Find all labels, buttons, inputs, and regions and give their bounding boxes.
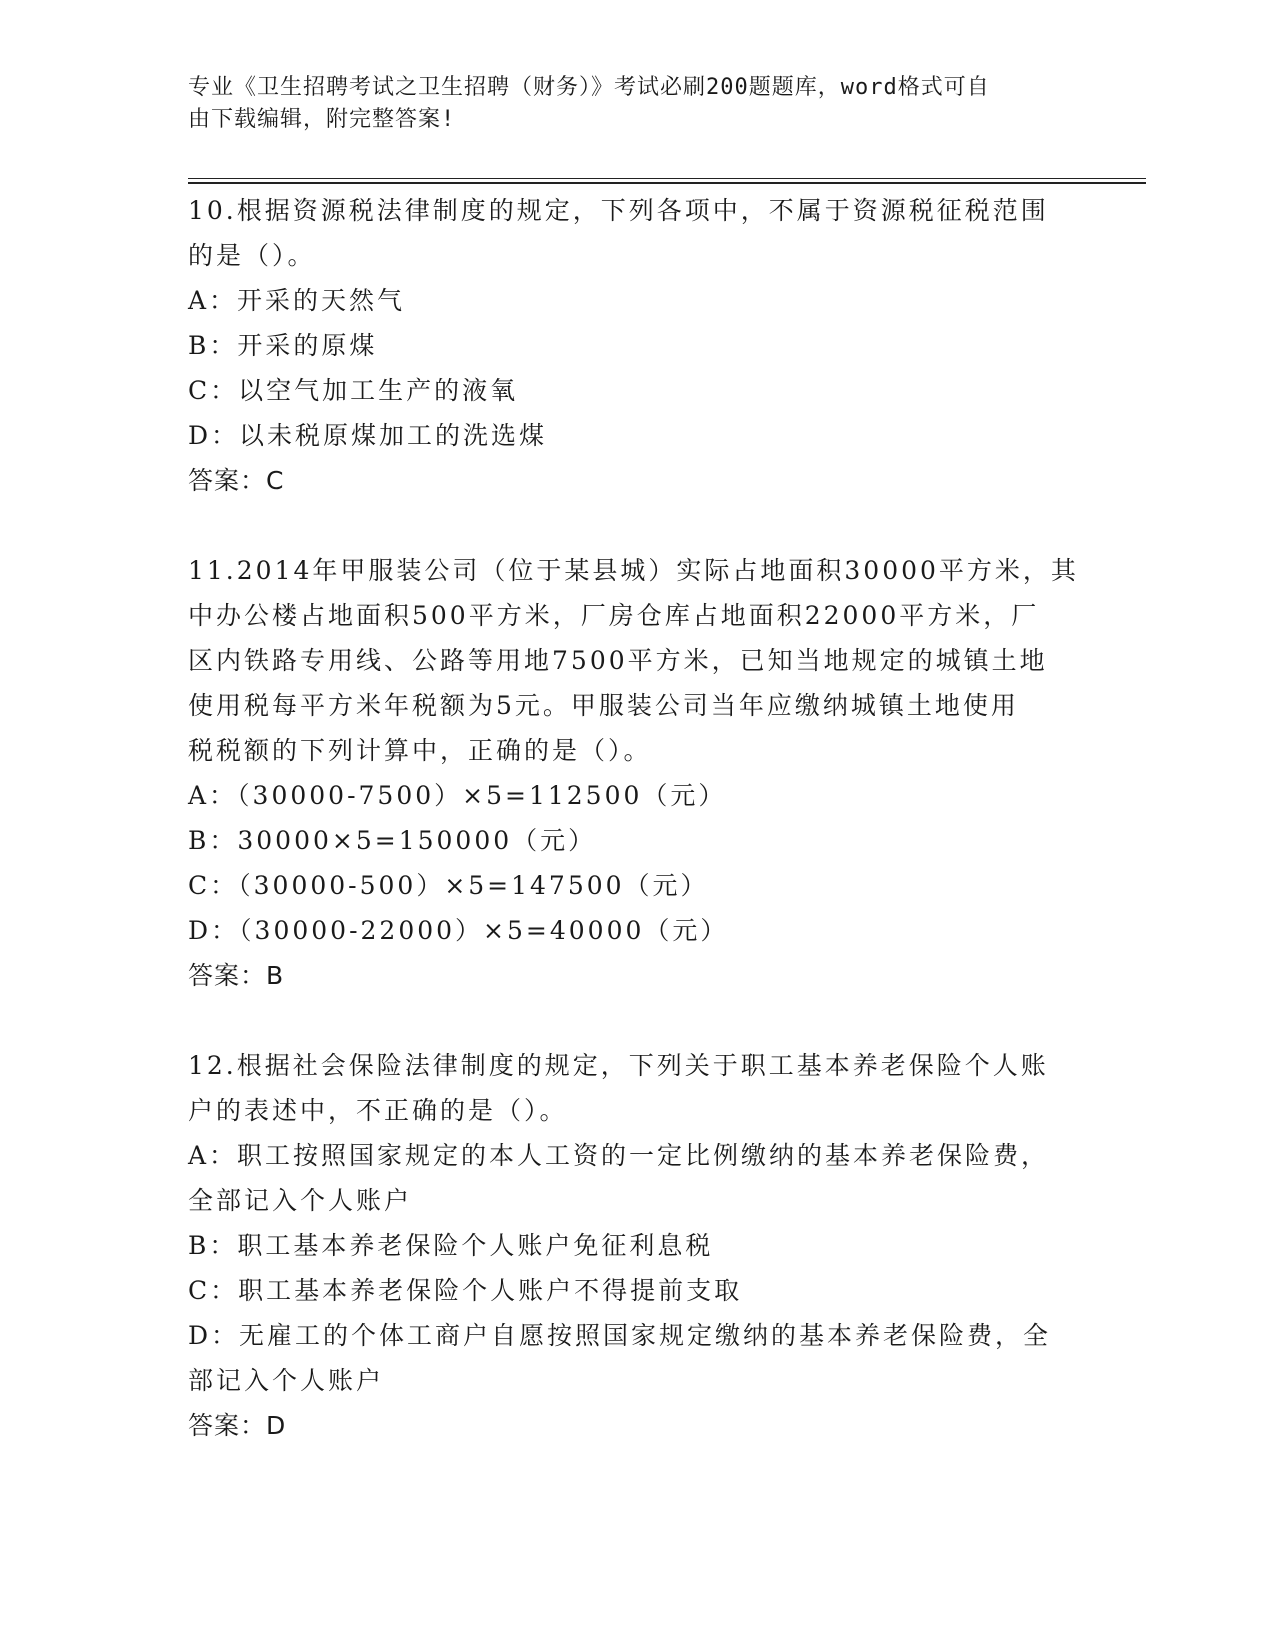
- answer-label: 答案：B: [188, 961, 285, 990]
- question-stem-line: 的是（）。: [188, 241, 316, 270]
- question-stem-line: 12.根据社会保险法律制度的规定，下列关于职工基本养老保险个人账: [188, 1051, 1049, 1080]
- option-c: C：（30000-500）×5=147500（元）: [188, 871, 709, 900]
- header-line-1: 专业《卫生招聘考试之卫生招聘（财务）》考试必刷200题题库，word格式可自: [188, 75, 990, 100]
- question-11: [188, 548, 1088, 998]
- question-stem-line: 区内铁路专用线、公路等用地7500平方米，已知当地规定的城镇土地: [188, 646, 1048, 675]
- option-a: A：（30000-7500）×5=112500（元）: [188, 781, 727, 810]
- option-d: D：（30000-22000）×5=40000（元）: [188, 916, 729, 945]
- header-divider: [188, 178, 1146, 184]
- option-b: B：30000×5=150000（元）: [188, 826, 597, 855]
- option-b: B：开采的原煤: [188, 331, 378, 360]
- question-stem-line: 税税额的下列计算中，正确的是（）。: [188, 736, 652, 765]
- question-10: [188, 188, 1088, 503]
- option-d: D：无雇工的个体工商户自愿按照国家规定缴纳的基本养老保险费，全: [188, 1321, 1052, 1350]
- option-d-continued: 部记入个人账户: [188, 1366, 385, 1395]
- question-stem-line: 使用税每平方米年税额为5元。甲服装公司当年应缴纳城镇土地使用: [188, 691, 1019, 720]
- option-a: A：职工按照国家规定的本人工资的一定比例缴纳的基本养老保险费，: [188, 1141, 1050, 1170]
- document-page: [188, 0, 1148, 1650]
- header-line-2: 由下载编辑，附完整答案!: [188, 107, 456, 132]
- question-stem-line: 10.根据资源税法律制度的规定，下列各项中，不属于资源税征税范围: [188, 196, 1049, 225]
- question-12: [188, 1043, 1088, 1448]
- answer-label: 答案：C: [188, 466, 285, 495]
- document-header: [188, 72, 1068, 136]
- question-list: [188, 188, 1088, 1493]
- answer-label: 答案：D: [188, 1411, 287, 1440]
- option-a-continued: 全部记入个人账户: [188, 1186, 413, 1215]
- option-b: B：职工基本养老保险个人账户免征利息税: [188, 1231, 714, 1260]
- question-stem-line: 中办公楼占地面积500平方米，厂房仓库占地面积22000平方米，厂: [188, 601, 1040, 630]
- question-stem-line: 户的表述中，不正确的是（）。: [188, 1096, 568, 1125]
- option-a: A：开采的天然气: [188, 286, 406, 315]
- option-d: D：以未税原煤加工的洗选煤: [188, 421, 548, 450]
- question-stem-line: 11.2014年甲服装公司（位于某县城）实际占地面积30000平方米，其: [188, 556, 1079, 585]
- option-c: C：职工基本养老保险个人账户不得提前支取: [188, 1276, 743, 1305]
- option-c: C：以空气加工生产的液氧: [188, 376, 519, 405]
